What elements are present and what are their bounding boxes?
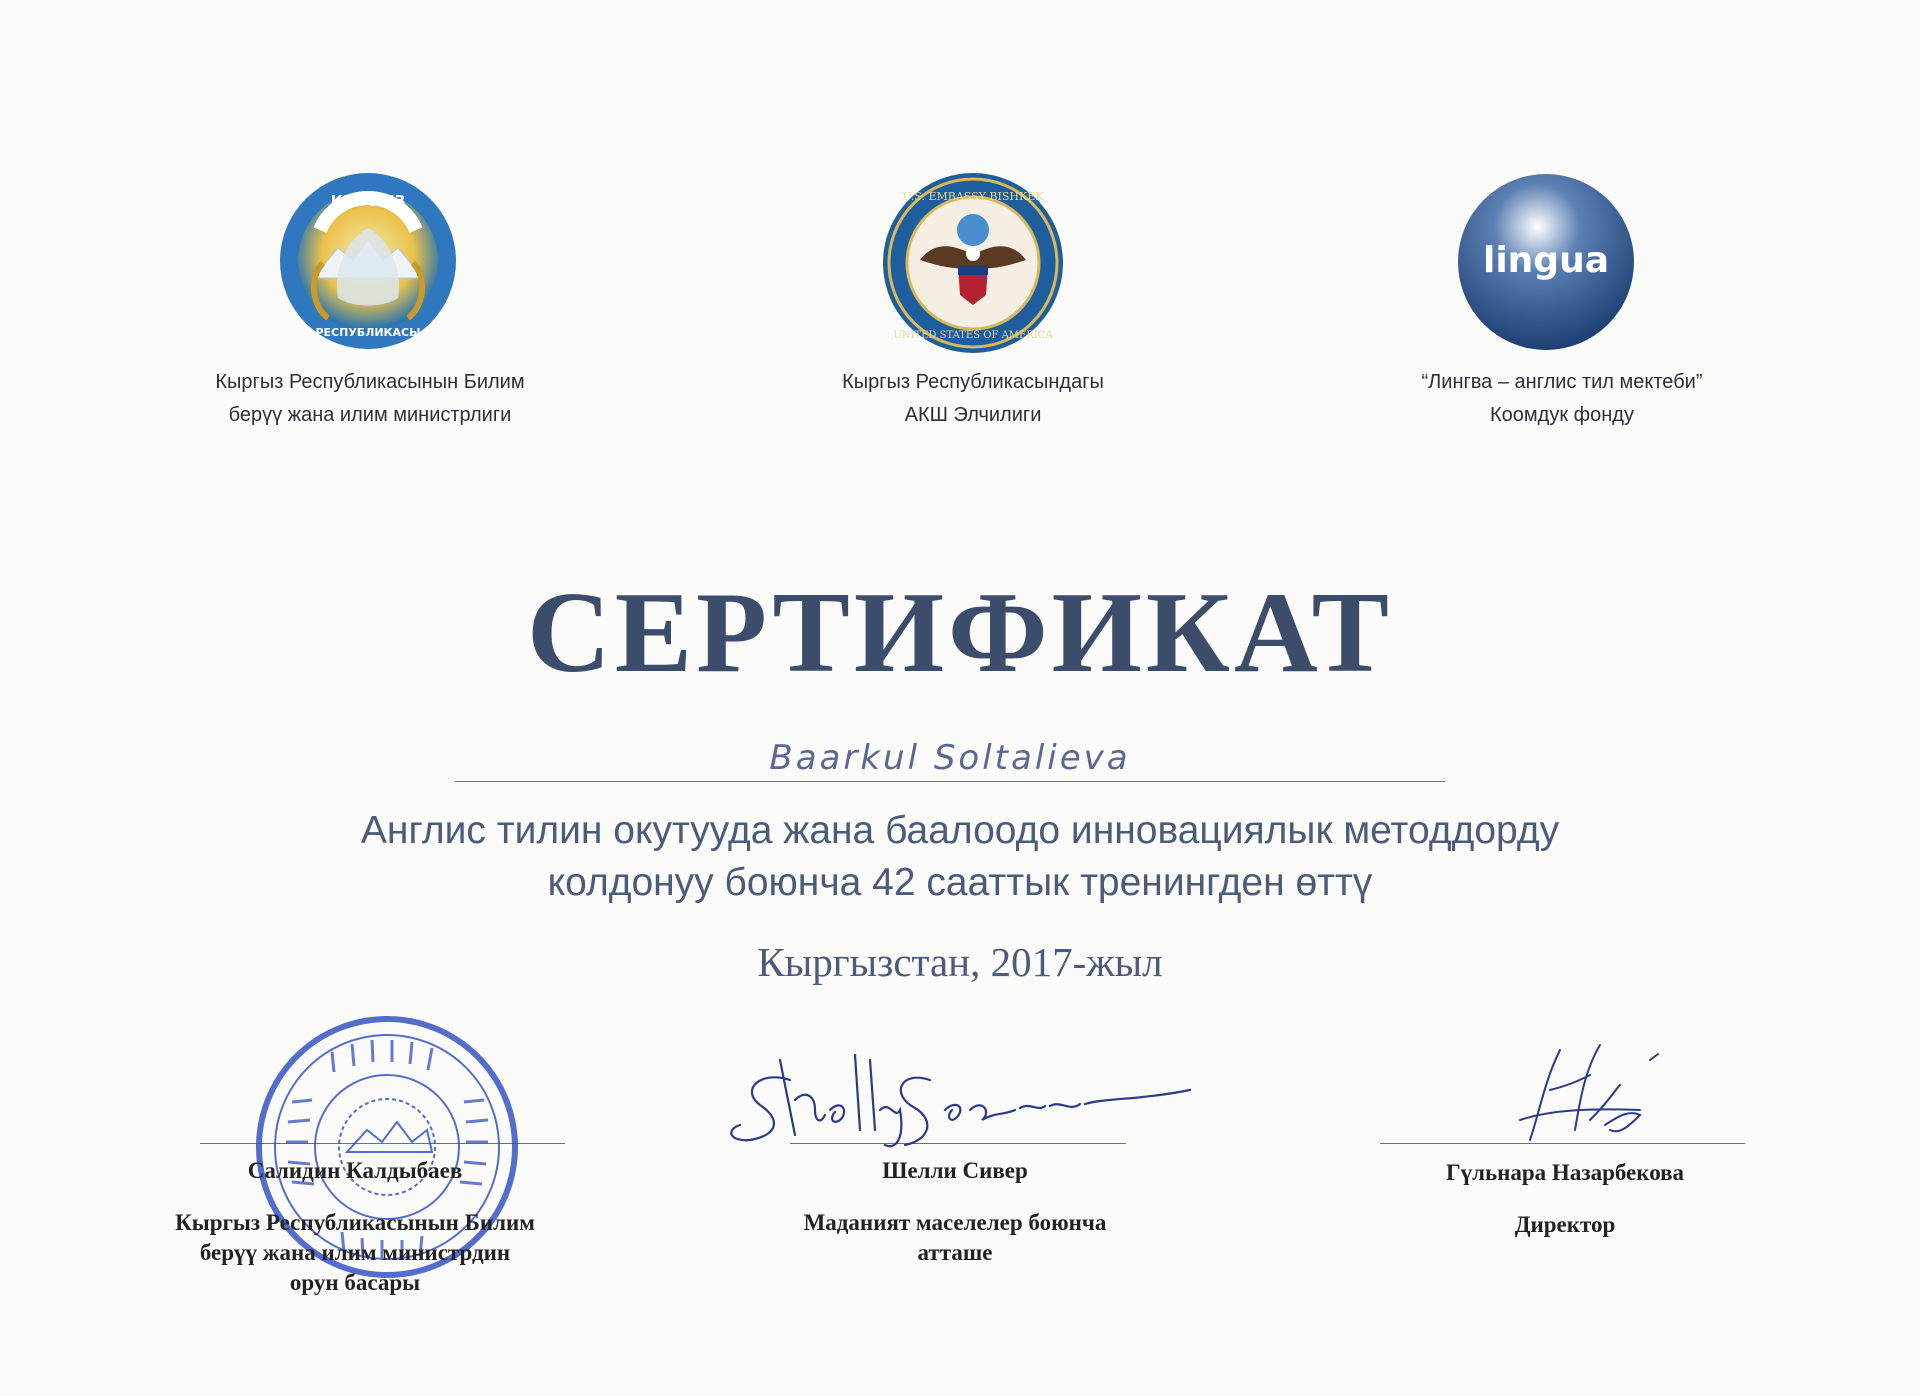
signer-director (1370, 1158, 1760, 1240)
org-caption-lingua (1362, 366, 1762, 432)
signer-cultural-attache (760, 1156, 1150, 1268)
signer-name: Салидин Калдыбаев (247, 1158, 463, 1183)
place-date: Кыргызстан, 2017-жыл (757, 939, 1163, 985)
kyrgyz-emblem-lettering: КЫРГЫЗ (330, 192, 406, 210)
org-caption-embassy (773, 366, 1173, 432)
description-line: колдонуу боюнча 42 сааттык тренингден өттү (547, 861, 1373, 904)
signer-position-line: берүү жана илим министрдин (199, 1240, 511, 1265)
signer-name: Шелли Сивер (882, 1158, 1028, 1183)
svg-text:U.S. EMBASSY BISHKEK: U.S. EMBASSY BISHKEK (902, 190, 1044, 203)
recipient-name: Baarkul Soltalieva (769, 738, 1131, 778)
signer-position (120, 1208, 590, 1298)
org-caption-line: берүү жана илим министрлиги (228, 404, 512, 426)
signer-position-line: Кыргыз Республикасынын Билим (175, 1210, 535, 1235)
lingua-logo-text: lingua (1483, 240, 1609, 281)
signer-position-line: атташе (917, 1240, 993, 1265)
signer-position-line: Маданият маселелер боюнча (803, 1210, 1107, 1235)
signer-name: Гүльнара Назарбекова (1445, 1160, 1685, 1185)
org-caption-line: Кыргыз Республикасынын Билим (215, 371, 525, 393)
org-caption-line: Коомдук фонду (1490, 404, 1634, 426)
svg-text:UNITED STATES OF AMERICA: UNITED STATES OF AMERICA (893, 330, 1053, 341)
signer-position (1370, 1210, 1760, 1240)
org-caption-line: “Лингва – англис тил мектеби” (1421, 371, 1703, 393)
handwritten-signature (720, 1040, 1240, 1160)
org-caption-line: Кыргыз Республикасындагы (842, 371, 1104, 393)
handwritten-signature (1490, 1030, 1670, 1160)
svg-text:РЕСПУБЛИКАСЫ: РЕСПУБЛИКАСЫ (315, 326, 421, 339)
lingua-logo (1456, 172, 1636, 352)
signer-deputy-minister (120, 1156, 590, 1298)
signer-position (760, 1208, 1150, 1268)
org-caption-line: АКШ Элчилиги (904, 404, 1042, 426)
kyrgyz-emblem-logo (268, 168, 468, 354)
us-embassy-seal-logo (880, 170, 1066, 356)
certificate-title: СЕРТИФИКАТ (527, 569, 1393, 697)
signer-position-line: Директор (1514, 1212, 1616, 1237)
org-caption-ministry (170, 366, 570, 432)
recipient-underline (455, 781, 1445, 782)
signer-position-line: орун басары (289, 1270, 421, 1295)
description-line: Англис тилин окутууда жана баалоодо инновациялык методдорду (360, 809, 1560, 852)
